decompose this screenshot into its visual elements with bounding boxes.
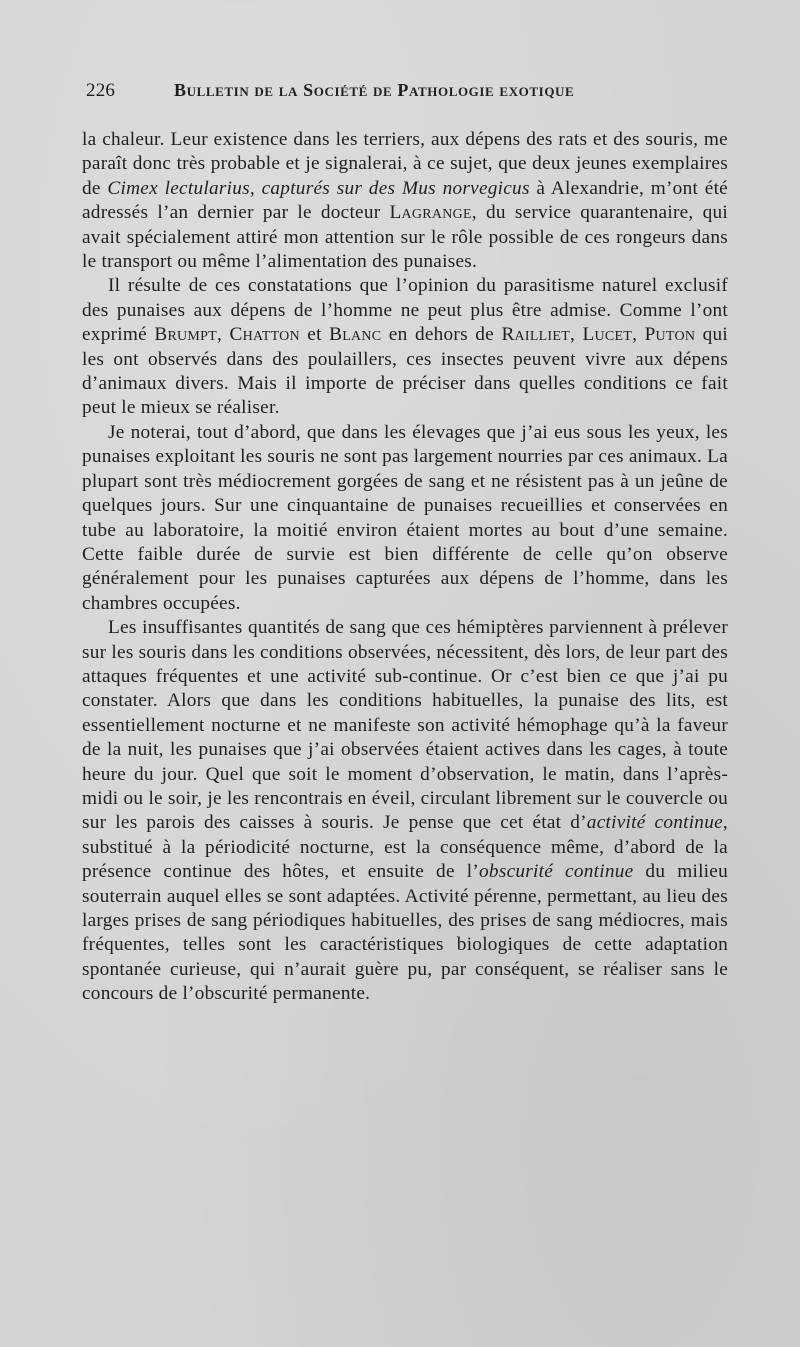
paragraph	[82, 616, 728, 1007]
text-run: et	[299, 324, 330, 346]
text-run: en dehors de	[381, 324, 502, 346]
text-run: Je noterai, tout d’abord, que dans les élevages que j’ai eus sous les yeux, les punaises exploitant les souris ne sont pas largement nourries par ces animaux. La plupart sont très médiocrement gorgées de sang et ne résistent pas à un jeûne de quelques jours. Sur une cinquantaine de punaises recueillies et conservées en tube au laboratoire, la moitié environ étaient mortes au bout d’une semaine. Cette faible durée de survie est bien différente de celle qu’on observe généralement pour les punaises capturées aux dépens de l’homme, dans les chambres occupées.	[82, 421, 728, 614]
running-header	[86, 80, 726, 110]
text-run: du milieu souterrain auquel elles se sont adaptées. Activité pérenne, permettant, au lieu des larges prises de sang périodiques habituelles, des prises de sang médiocres, mais fréquentes, telles sont les caractéristiques biologiques de cette adaptation spontanée curieuse, qui n’aurait guère pu, par conséquent, se réaliser sans le concours de l’obscurité permanente.	[82, 861, 728, 1005]
author-name: Railliet	[501, 324, 570, 346]
italic-text: obscurité continue	[479, 861, 634, 883]
italic-text: activité continue	[586, 812, 723, 834]
text-run: Il résulte de ces constatations que l’opinion du parasitisme naturel exclusif des punaises aux dépens de l’homme ne peut plus être admise. Comme l’ont exprimé	[82, 275, 728, 346]
author-name: Lagrange	[389, 202, 472, 224]
text-run: , du service quarantenaire, qui avait spécialement attiré mon attention sur le rôle possible de ces rongeurs dans le transport ou même l’alimentation des punaises.	[82, 202, 728, 273]
text-run: ,	[632, 324, 645, 346]
paragraph	[82, 274, 728, 420]
text-run: la chaleur. Leur existence dans les terriers, aux dépens des rats et des souris, me paraît donc très probable et je signalerai, à ce sujet, que deux jeunes exemplaires de	[82, 129, 728, 199]
text-run: à Alexandrie, m’ont été adressés l’an dernier par le docteur	[82, 177, 728, 224]
author-name: Puton	[644, 324, 696, 346]
italic-text: Cimex lectularius, capturés sur des Mus norvegicus	[107, 177, 530, 199]
paragraph	[82, 421, 728, 616]
page-number: 226	[86, 80, 116, 101]
text-run: Les insuffisantes quantités de sang que ces hémiptères parviennent à prélever sur les souris dans les conditions observées, nécessitent, dès lors, de leur part des attaques fréquentes et une activité sub-continue. Or c’est bien ce que j’ai pu constater. Alors que dans les conditions habituelles, la punaise des lits, est essentiellement nocturne et ne manifeste son activité hémophage qu’à la faveur de la nuit, les punaises que j’ai observées étaient actives dans les cages, à toute heure du jour. Quel que soit le moment d’observation, le matin, dans l’après-midi ou le soir, je les rencontrais en éveil, circulant librement sur le couvercle ou sur les parois des caisses à souris. Je pense que cet état d’	[82, 617, 728, 834]
author-name: Chatton	[229, 324, 300, 346]
text-run: , substitué à la périodicité nocturne, est la conséquence même, d’abord de la présence continue des hôtes, et ensuite de l’	[82, 812, 728, 883]
body-text	[82, 128, 728, 1007]
author-name: Lucet	[582, 324, 633, 346]
paragraph	[82, 128, 728, 274]
text-run: qui les ont observés dans des poulaillers, ces insectes peuvent vivre aux dépens d’animaux divers. Mais il importe de préciser dans quelles conditions ce fait peut le mieux se réaliser.	[82, 324, 729, 419]
text-run: ,	[569, 324, 583, 346]
author-name: Brumpt	[154, 324, 217, 346]
text-run: ,	[216, 324, 230, 346]
journal-title: Bulletin de la Société de Pathologie exotique	[174, 80, 575, 100]
author-name: Blanc	[329, 324, 382, 346]
